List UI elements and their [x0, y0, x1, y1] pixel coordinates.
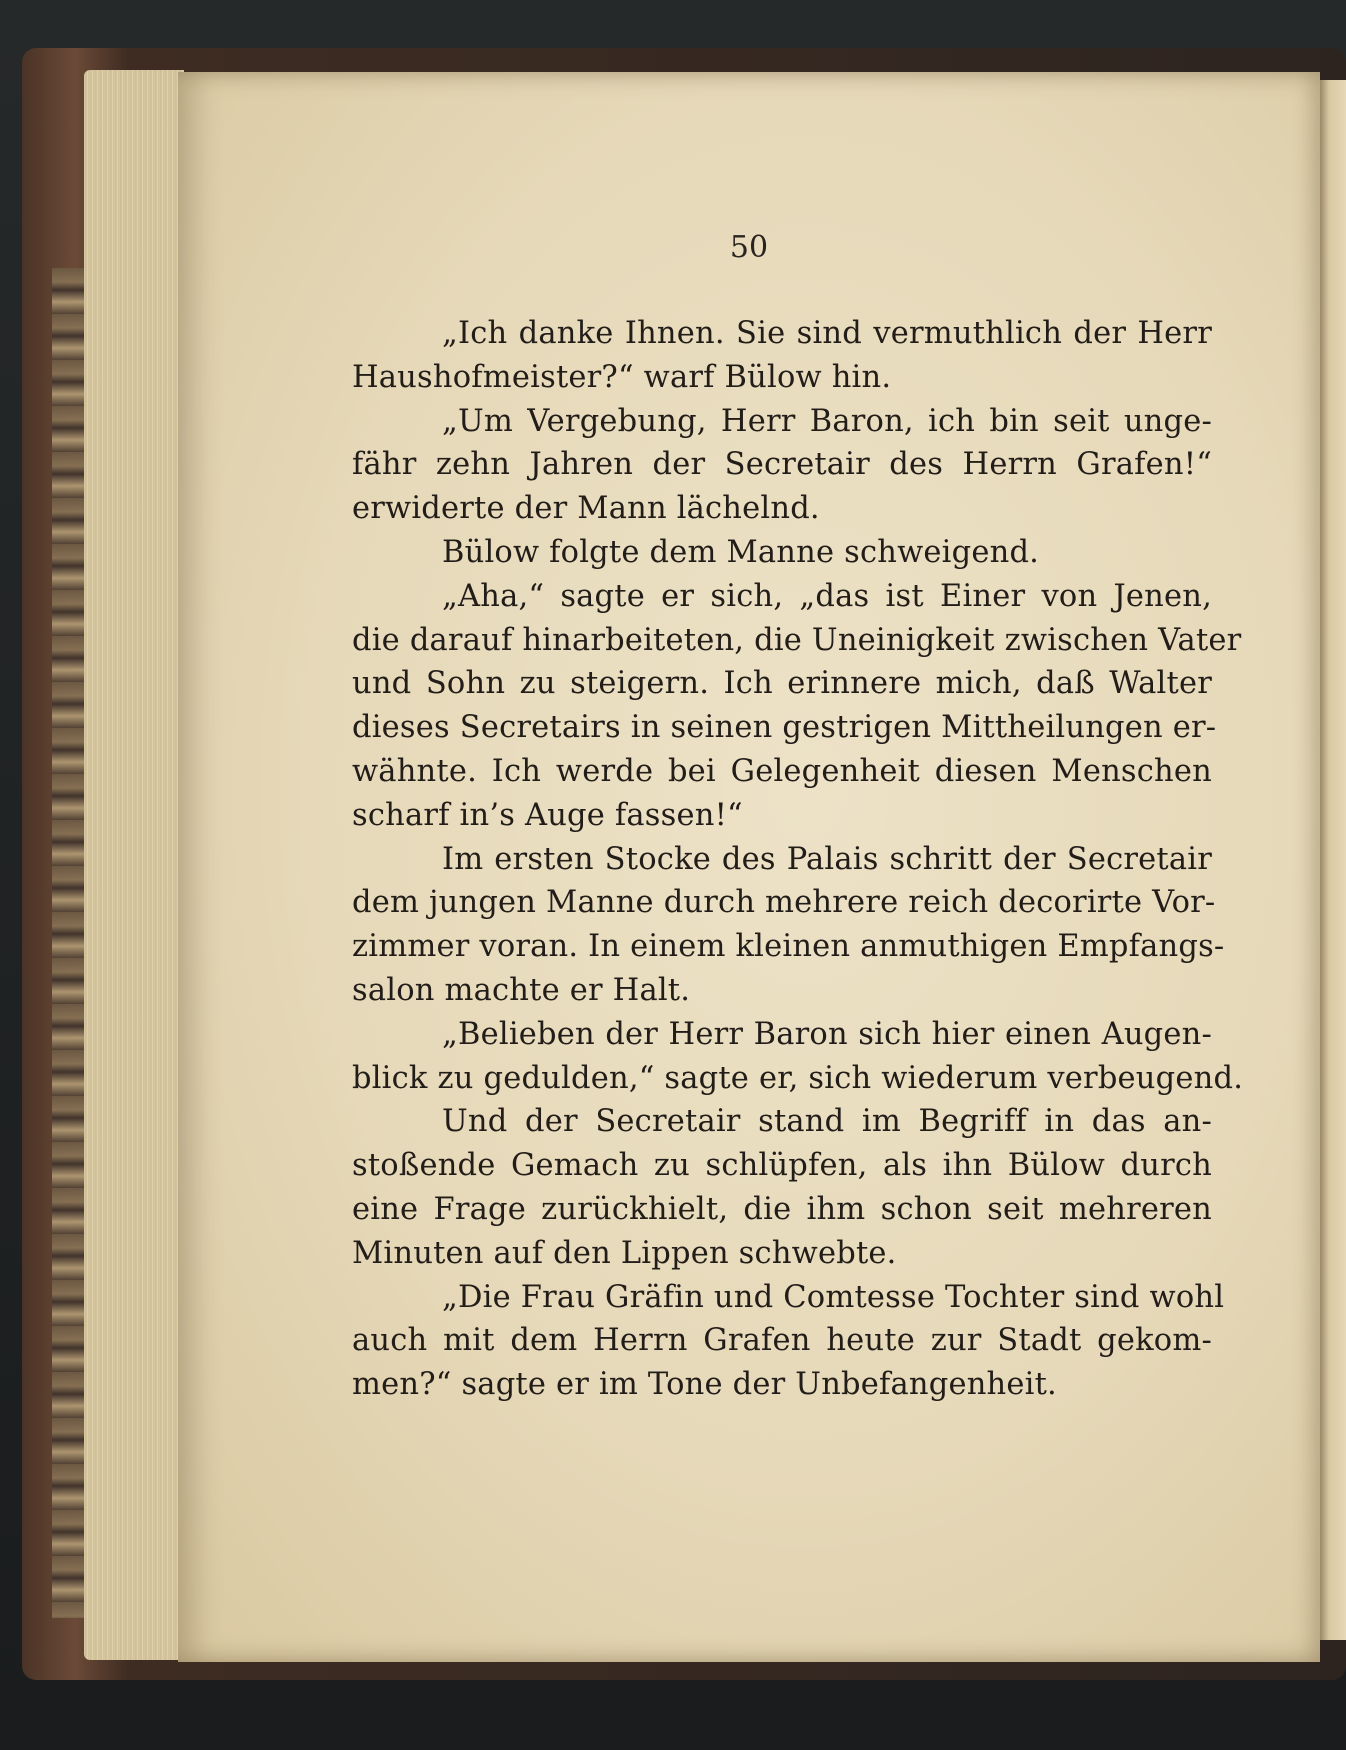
text-line: Bülow folgte dem Manne schweigend.	[442, 534, 1040, 570]
text-line: Minuten auf den Lippen schwebte.	[352, 1235, 897, 1271]
text-line: salon machte er Halt.	[352, 972, 691, 1008]
book-page	[178, 72, 1320, 1662]
facing-page-edge	[1318, 80, 1346, 1640]
text-line: wähnte. Ich werde bei Gelegenheit diesen Menschen	[352, 753, 1212, 789]
text-line: Und der Secretair stand im Begriff in das an-	[442, 1104, 1212, 1140]
page-number: 50	[729, 230, 769, 265]
text-line: und Sohn zu steigern. Ich erinnere mich, daß Walter	[352, 666, 1212, 702]
text-line: „Die Frau Gräfin und Comtesse Tochter sind wohl	[442, 1279, 1225, 1315]
text-line: „Ich danke Ihnen. Sie sind vermuthlich der Herr	[442, 316, 1212, 351]
page-edges	[84, 70, 184, 1660]
text-line: dieses Secretairs in seinen gestrigen Mittheilungen er-	[352, 710, 1217, 746]
text-line: eine Frage zurückhielt, die ihm schon seit mehreren	[352, 1191, 1212, 1227]
body-text	[352, 312, 1244, 1407]
text-line: scharf in’s Auge fassen!“	[352, 797, 743, 833]
text-line: stoßende Gemach zu schlüpfen, als ihn Bülow durch	[352, 1148, 1212, 1184]
text-line: Haushofmeister?“ warf Bülow hin.	[352, 359, 892, 395]
text-line: men?“ sagte er im Tone der Unbefangenheit.	[352, 1367, 1057, 1403]
text-line: erwiderte der Mann lächelnd.	[352, 491, 820, 527]
text-line: dem jungen Manne durch mehrere reich decorirte Vor-	[352, 885, 1216, 921]
text-line: „Aha,“ sagte er sich, „das ist Einer von Jenen,	[442, 578, 1212, 614]
text-line: Im ersten Stocke des Palais schritt der Secretair	[442, 841, 1212, 877]
text-line: „Um Vergebung, Herr Baron, ich bin seit unge-	[442, 403, 1212, 439]
text-line: „Belieben der Herr Baron sich hier einen Augen-	[442, 1016, 1212, 1052]
text-line: fähr zehn Jahren der Secretair des Herrn Grafen!“	[352, 447, 1212, 483]
text-line: blick zu gedulden,“ sagte er, sich wiederum verbeugend.	[352, 1060, 1244, 1096]
text-line: zimmer voran. In einem kleinen anmuthigen Empfangs-	[352, 929, 1225, 965]
text-line: die darauf hinarbeiteten, die Uneinigkeit zwischen Vater	[352, 622, 1242, 658]
text-line: auch mit dem Herrn Grafen heute zur Stadt gekom-	[352, 1323, 1212, 1359]
